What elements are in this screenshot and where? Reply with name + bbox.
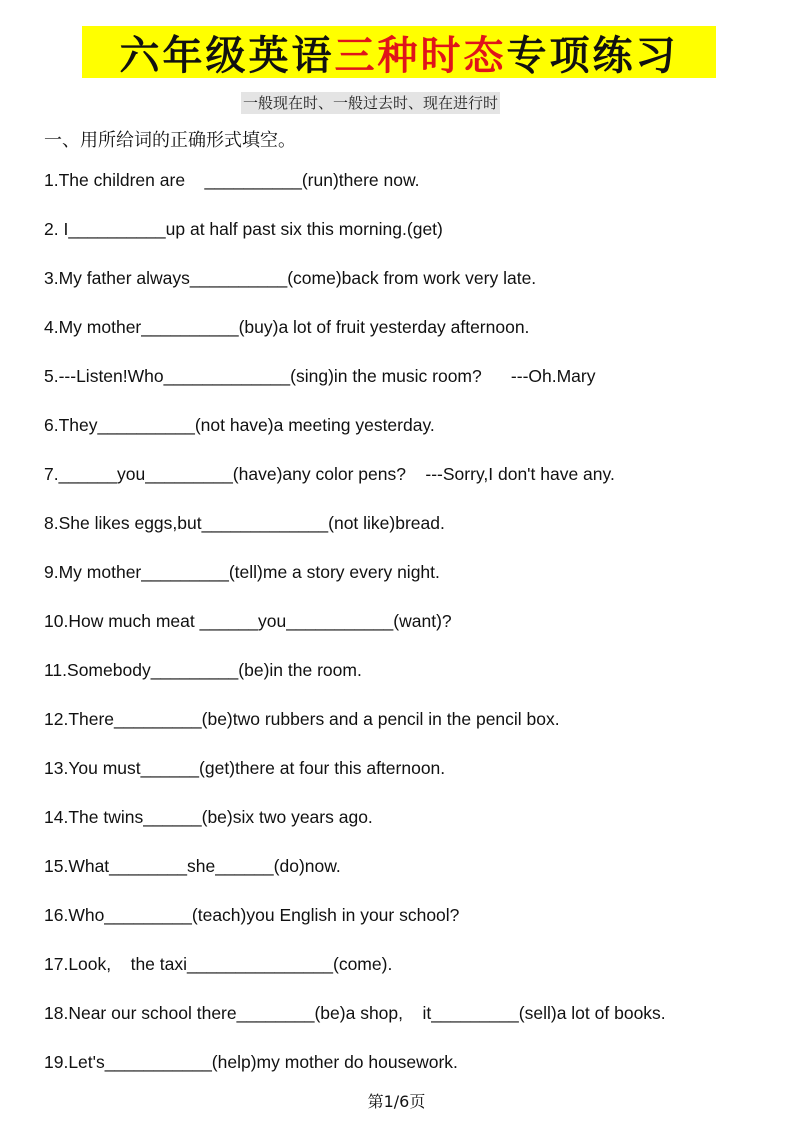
question-item: 1.The children are __________(run)there now. (44, 170, 420, 190)
question-item: 7.______you_________(have)any color pens? ---Sorry,I don't have any. (44, 464, 615, 484)
subtitle: 一般现在时、一般过去时、现在进行时 (243, 94, 499, 112)
question-item: 6.They__________(not have)a meeting yesterday. (44, 415, 435, 435)
question-item: 17.Look, the taxi_______________(come). (44, 954, 393, 974)
question-item: 5.---Listen!Who_____________(sing)in the music room? ---Oh.Mary (44, 366, 596, 386)
question-item: 12.There_________(be)two rubbers and a pencil in the pencil box. (44, 709, 560, 729)
question-item: 13.You must______(get)there at four this afternoon. (44, 758, 446, 778)
section-heading: 一、用所给词的正确形式填空。 (44, 130, 296, 151)
question-item: 2. I__________up at half past six this morning.(get) (44, 219, 443, 239)
question-item: 18.Near our school there________(be)a shop, it_________(sell)a lot of books. (44, 1003, 666, 1023)
question-item: 10.How much meat ______you___________(want)? (44, 611, 452, 631)
title-part-tenses: 三种时态 (334, 32, 507, 78)
page-number: 第1/6页 (367, 1092, 426, 1111)
question-item: 3.My father always__________(come)back from work very late. (44, 268, 537, 288)
question-item: 15.What________she______(do)now. (44, 856, 341, 876)
question-item: 14.The twins______(be)six two years ago. (44, 807, 373, 827)
question-list (44, 166, 764, 1097)
question-item: 19.Let's___________(help)my mother do housework. (44, 1052, 458, 1072)
title-part-practice: 专项练习 (506, 32, 679, 78)
question-item: 11.Somebody_________(be)in the room. (44, 660, 362, 680)
question-item: 4.My mother__________(buy)a lot of fruit yesterday afternoon. (44, 317, 530, 337)
title-banner (82, 26, 716, 78)
question-item: 9.My mother_________(tell)me a story every night. (44, 562, 440, 582)
question-item: 16.Who_________(teach)you English in your school? (44, 905, 460, 925)
title-part-grade: 六年级英语 (119, 32, 335, 78)
question-item: 8.She likes eggs,but_____________(not like)bread. (44, 513, 445, 533)
